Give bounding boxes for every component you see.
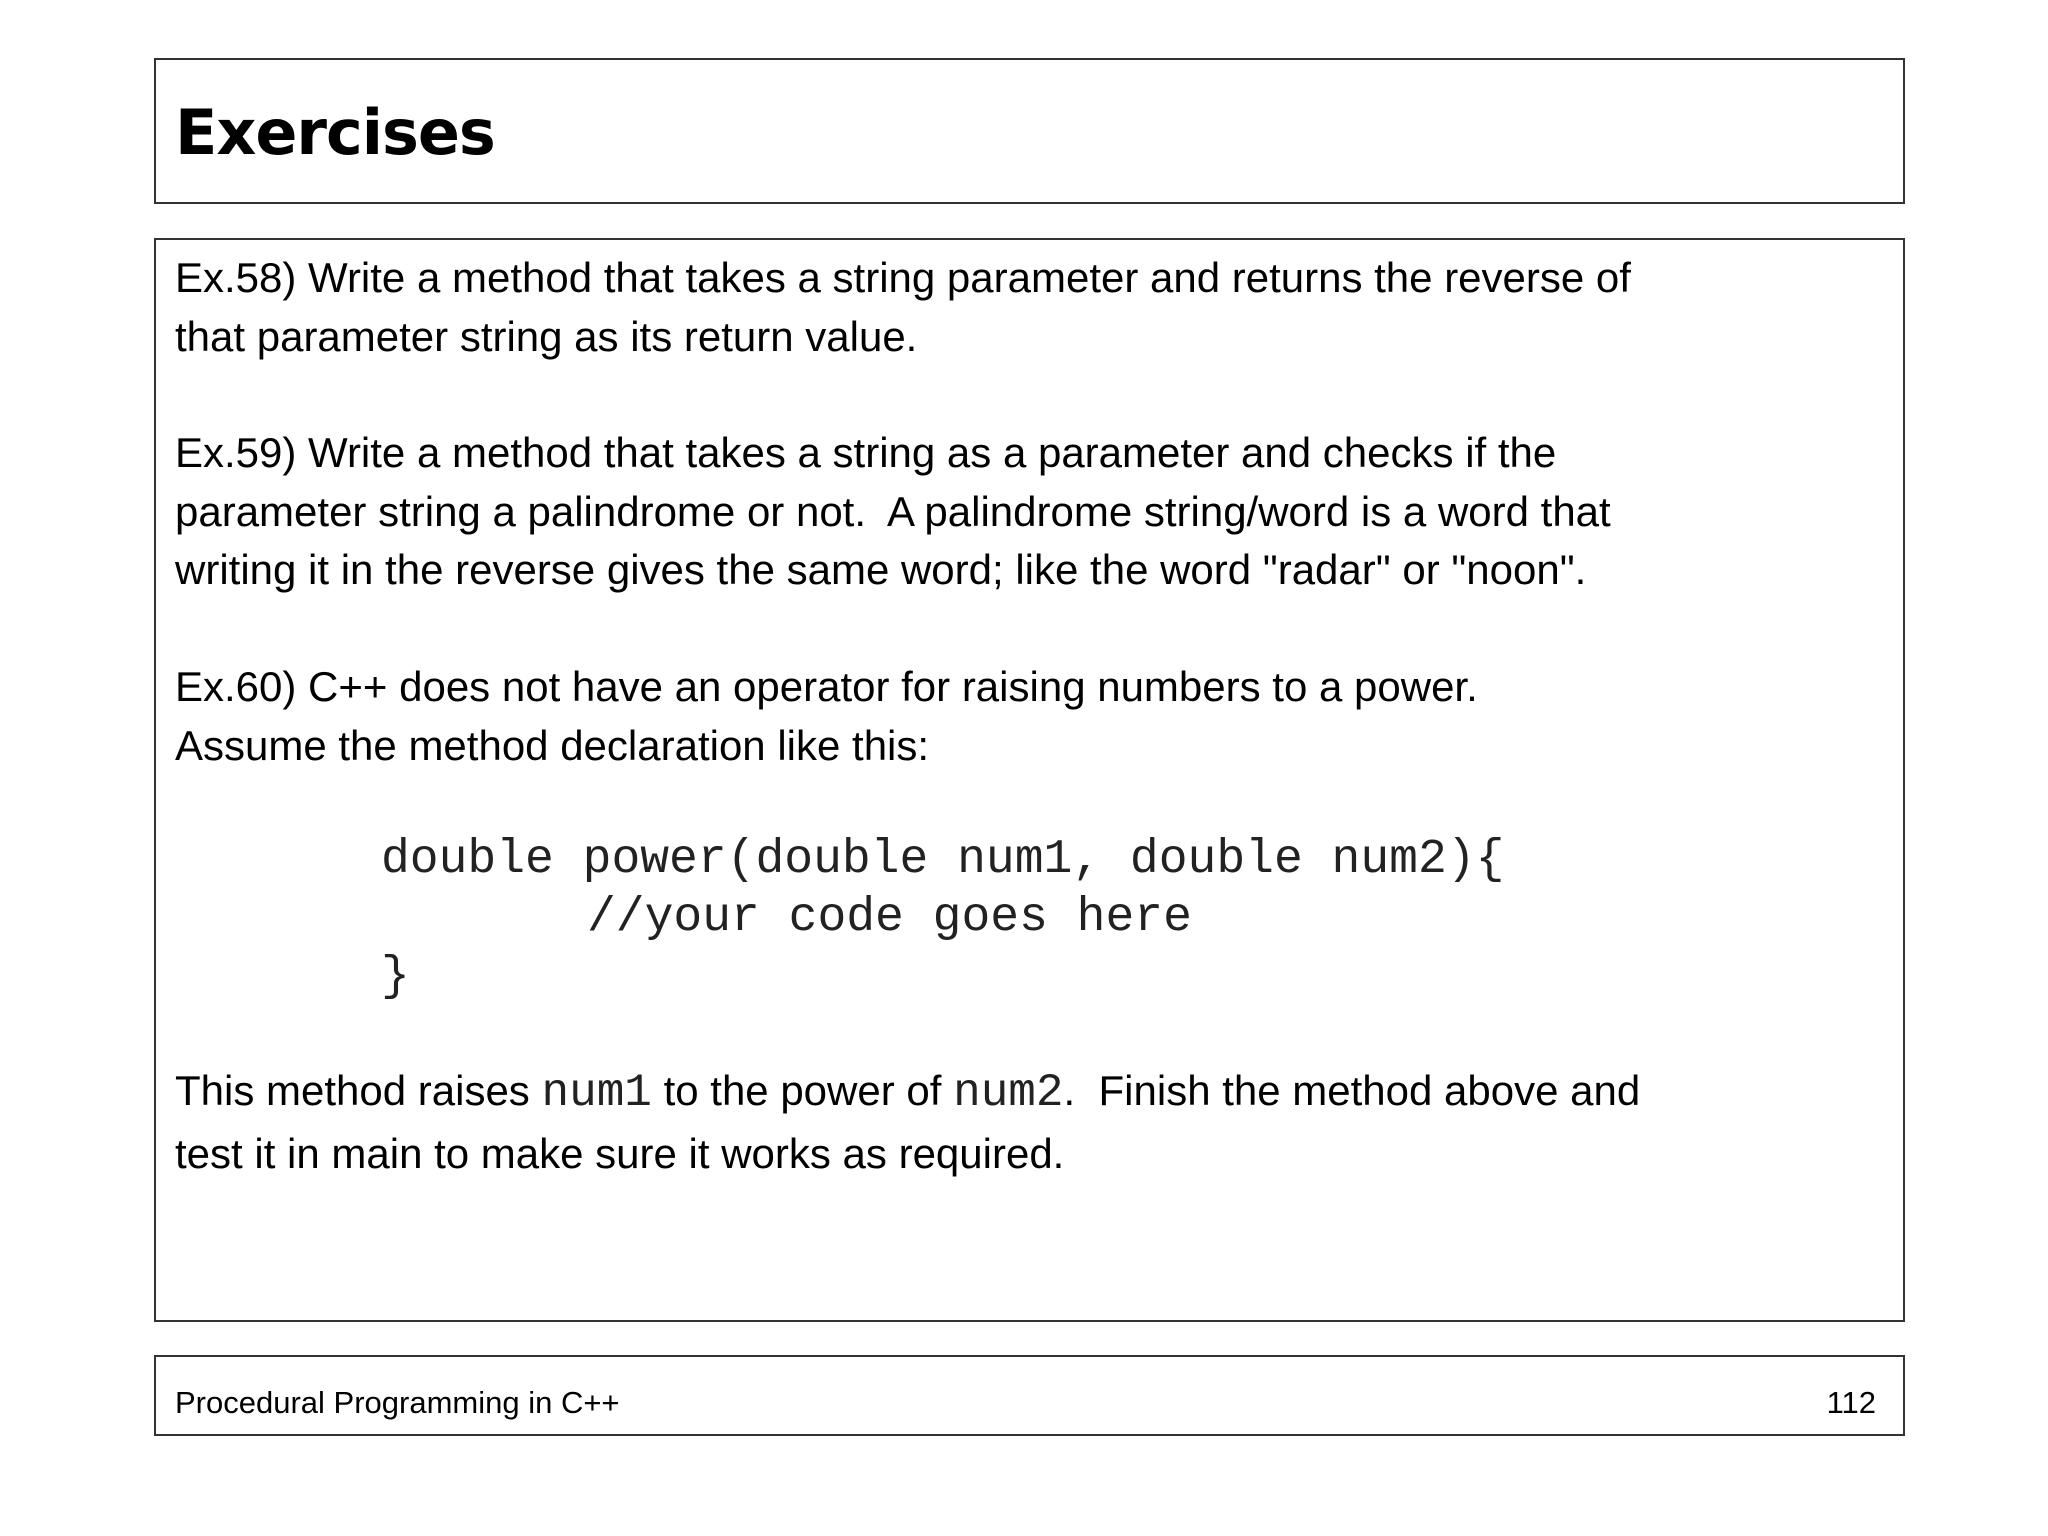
slide-title: Exercises bbox=[175, 96, 495, 169]
footer-course-title: Procedural Programming in C++ bbox=[175, 1385, 620, 1420]
code-line-comment: //your code goes here bbox=[587, 891, 1192, 945]
instruction-text: This method raises bbox=[175, 1067, 542, 1114]
ex59-line-2: parameter string a palindrome or not. A palindrome string/word is a word that bbox=[175, 488, 1611, 535]
ex59-line-1: Ex.59) Write a method that takes a string as a parameter and checks if the bbox=[175, 429, 1557, 476]
inline-code-num1: num1 bbox=[541, 1067, 652, 1119]
inline-code-num2: num2 bbox=[953, 1067, 1064, 1119]
ex60-line-1: Ex.60) C++ does not have an operator for raising numbers to a power. bbox=[175, 663, 1478, 710]
ex58-line-1: Ex.58) Write a method that takes a string parameter and returns the reverse of bbox=[175, 254, 1631, 301]
code-line-close-brace: } bbox=[381, 950, 410, 1004]
code-line-signature: double power(double num1, double num2){ bbox=[381, 833, 1505, 887]
instruction-text: to the power of bbox=[651, 1067, 954, 1114]
ex60-line-2: Assume the method declaration like this: bbox=[175, 722, 930, 769]
page-number: 112 bbox=[1826, 1385, 1876, 1420]
instruction-text: . Finish the method above and bbox=[1063, 1067, 1641, 1114]
ex59-line-3: writing it in the reverse gives the same word; like the word "radar" or "noon". bbox=[175, 546, 1587, 593]
instruction-line-1 bbox=[175, 1062, 1640, 1120]
instruction-line-2: test it in main to make sure it works as required. bbox=[175, 1130, 1065, 1177]
ex58-line-2: that parameter string as its return value. bbox=[175, 313, 918, 360]
